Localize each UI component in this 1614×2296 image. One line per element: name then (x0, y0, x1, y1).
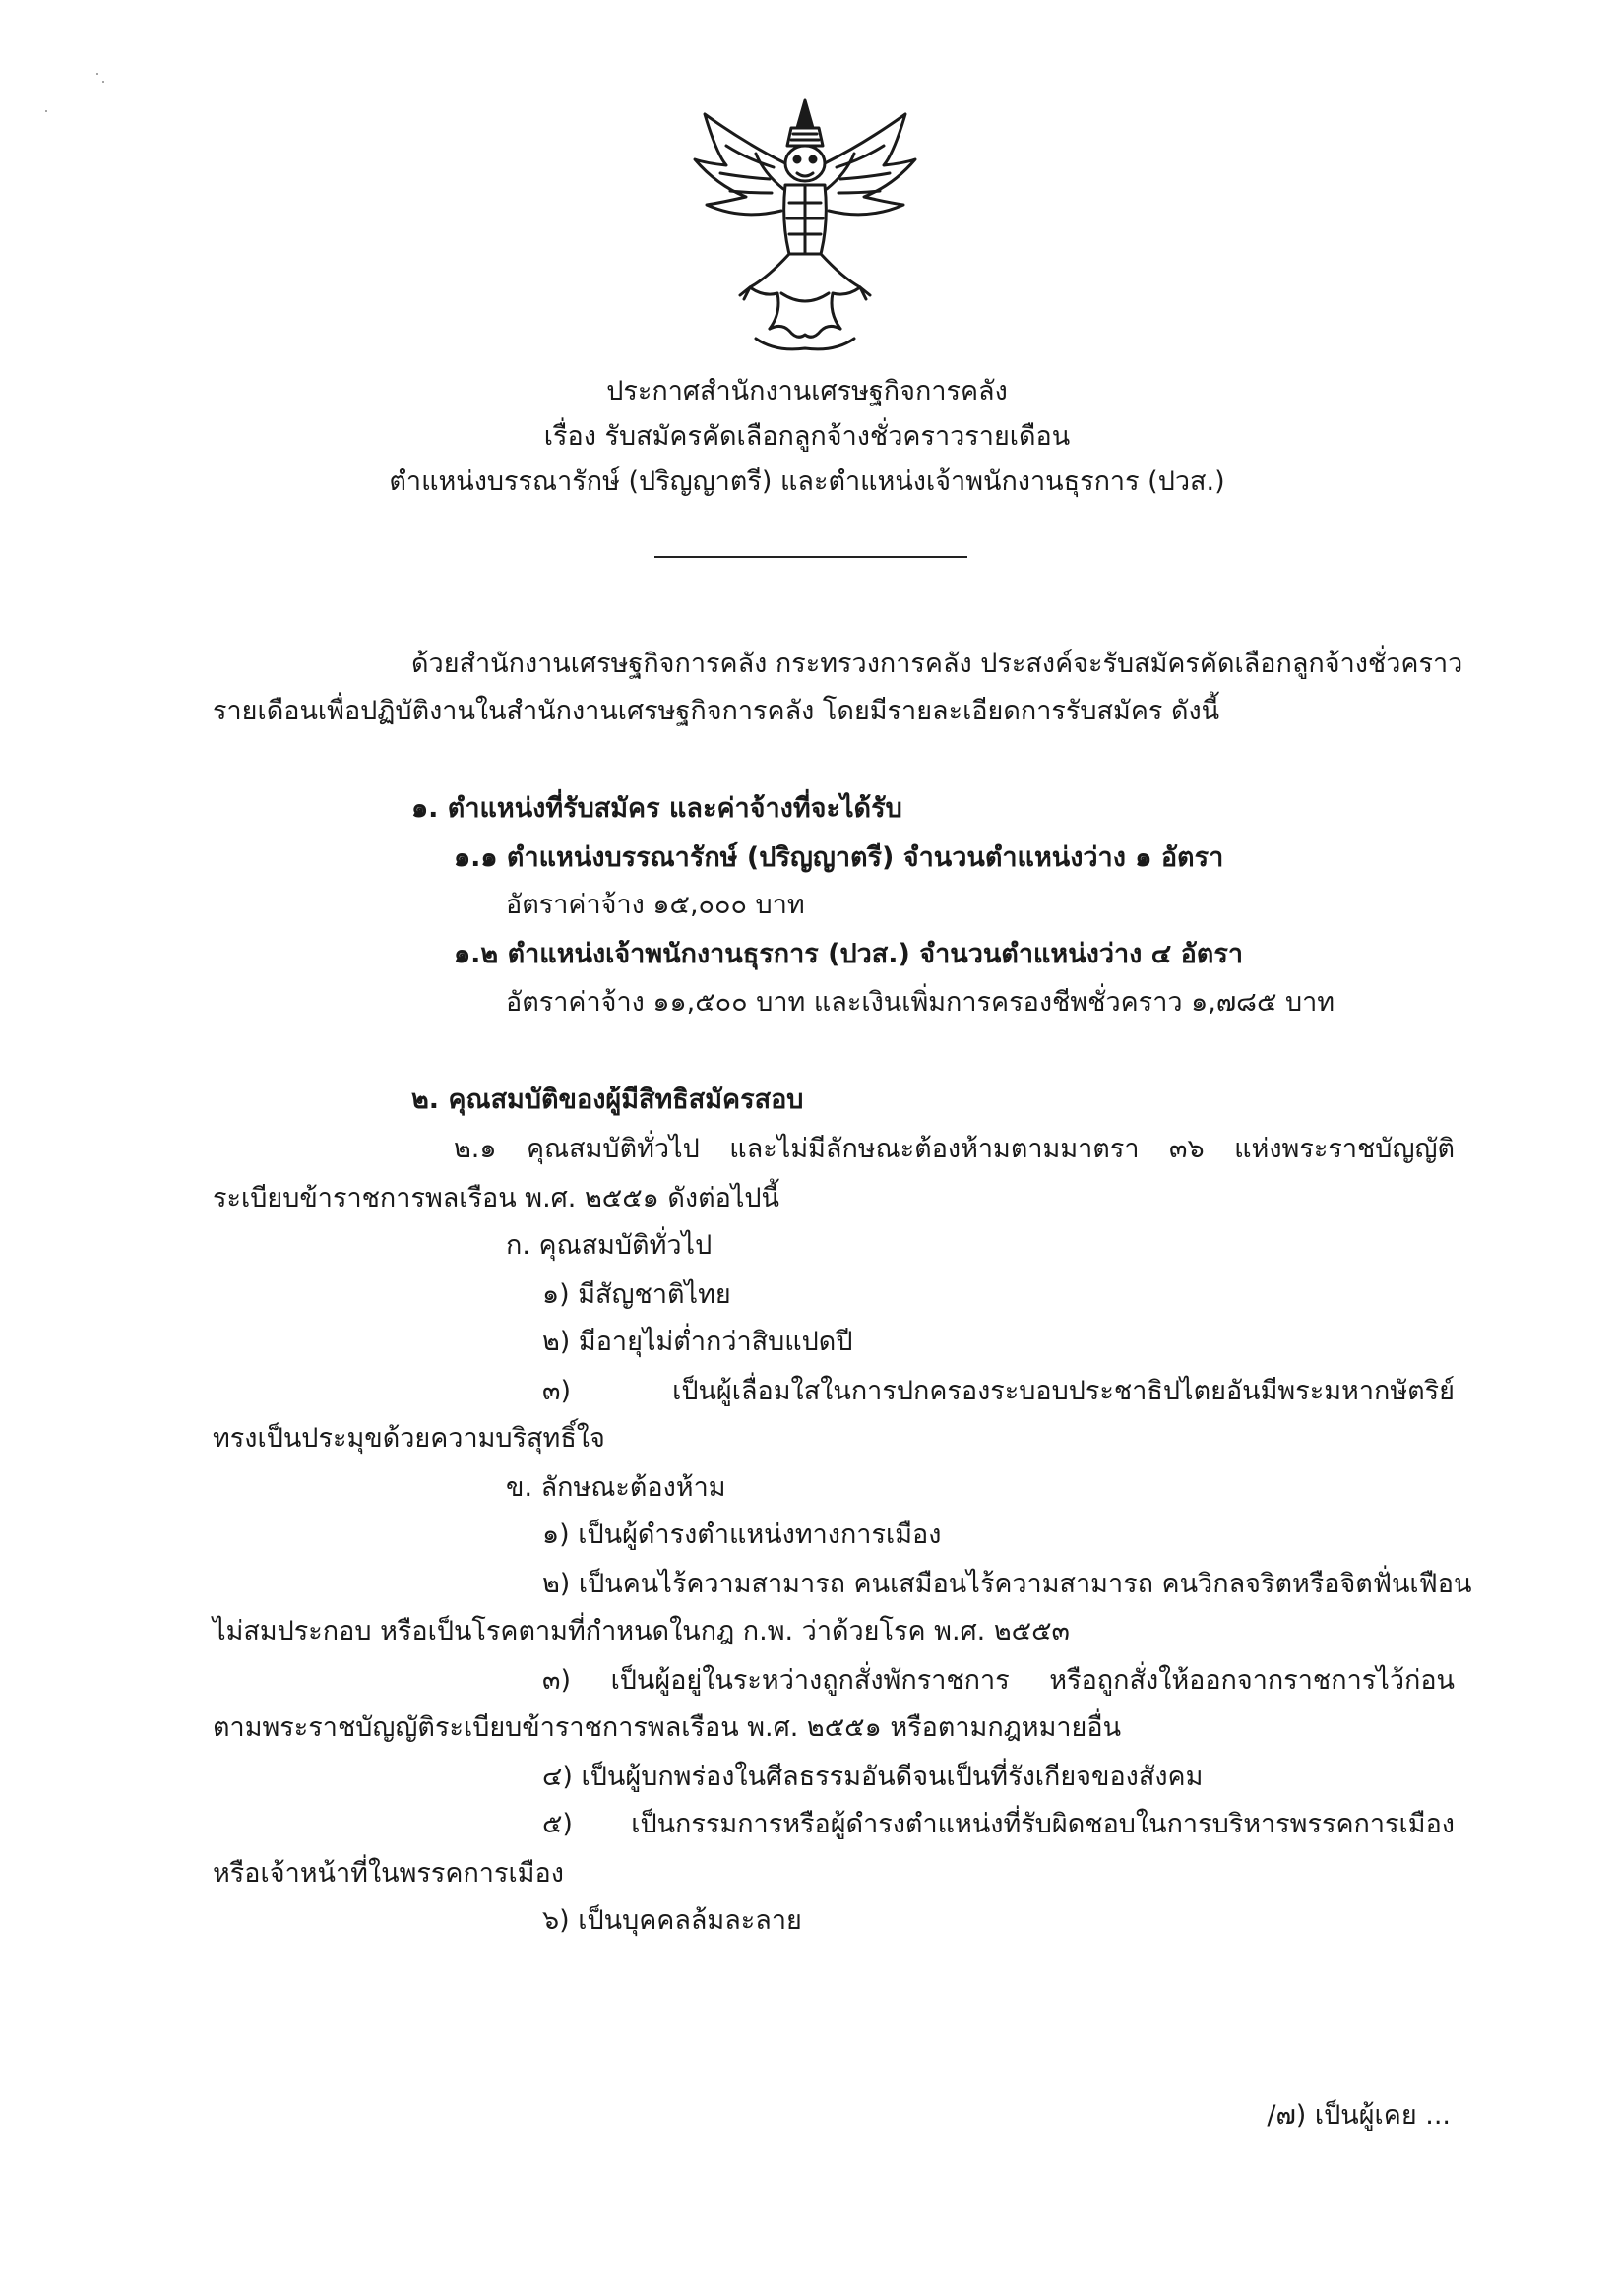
prohibited-item-5-line-2: หรือเจ้าหน้าที่ในพรรคการเมือง (213, 1858, 564, 1889)
prohibited-item-2-line-1: ๒) เป็นคนไร้ความสามารถ คนเสมือนไร้ความสามารถ คนวิกลจริตหรือจิตฟั่นเฟือน (542, 1569, 1472, 1599)
prohibited-item-1: ๑) เป็นผู้ดำรงตำแหน่งทางการเมือง (542, 1520, 942, 1550)
general-item-3-line-1: ๓) เป็นผู้เลื่อมใสในการปกครองระบอบประชาธิปไตยอันมีพระมหากษัตริย์ (542, 1376, 1455, 1406)
scan-speck (102, 81, 104, 83)
prohibited-item-3-line-1: ๓) เป็นผู้อยู่ในระหว่างถูกสั่งพักราชการ หรือถูกสั่งให้ออกจากราชการไว้ก่อน (542, 1665, 1455, 1696)
scan-speck (45, 110, 47, 112)
garuda-emblem-icon (687, 94, 923, 358)
prohibited-item-2-line-2: ไม่สมประกอบ หรือเป็นโรคตามที่กำหนดในกฎ ก.พ. ว่าด้วยโรค พ.ศ. ๒๕๕๓ (213, 1616, 1070, 1646)
position-1-title: ๑.๑ ตำแหน่งบรรณารักษ์ (ปริญญาตรี) จำนวนตำแหน่งว่าง ๑ อัตรา (454, 842, 1224, 873)
general-item-1: ๑) มีสัญชาติไทย (542, 1279, 731, 1310)
intro-line-2: รายเดือนเพื่อปฏิบัติงานในสำนักงานเศรษฐกิจการคลัง โดยมีรายละเอียดการรับสมัคร ดังนี้ (213, 696, 1220, 726)
title-divider (654, 556, 967, 558)
position-2-pay: อัตราค่าจ้าง ๑๑,๕๐๐ บาท และเงินเพิ่มการครองชีพชั่วคราว ๑,๗๘๕ บาท (506, 987, 1335, 1018)
document-subject: เรื่อง รับสมัครคัดเลือกลูกจ้างชั่วคราวรายเดือน (543, 421, 1071, 452)
general-item-2: ๒) มีอายุไม่ต่ำกว่าสิบแปดปี (542, 1327, 853, 1357)
qualification-2-1-line-1: ๒.๑ คุณสมบัติทั่วไป และไม่มีลักษณะต้องห้ามตามมาตรา ๓๖ แห่งพระราชบัญญัติ (454, 1134, 1455, 1164)
prohibited-heading: ข. ลักษณะต้องห้าม (506, 1472, 726, 1503)
qualification-2-1-line-2: ระเบียบข้าราชการพลเรือน พ.ศ. ๒๕๕๑ ดังต่อไปนี้ (213, 1183, 779, 1213)
prohibited-item-3-line-2: ตามพระราชบัญญัติระเบียบข้าราชการพลเรือน พ.ศ. ๒๕๕๑ หรือตามกฎหมายอื่น (213, 1712, 1122, 1743)
prohibited-item-4: ๔) เป็นผู้บกพร่องในศีลธรรมอันดีจนเป็นที่รังเกียจของสังคม (542, 1762, 1204, 1792)
section-1-heading: ๑. ตำแหน่งที่รับสมัคร และค่าจ้างที่จะได้รับ (411, 793, 902, 824)
intro-line-1: ด้วยสำนักงานเศรษฐกิจการคลัง กระทรวงการคลัง ประสงค์จะรับสมัครคัดเลือกลูกจ้างชั่วคราว (411, 649, 1463, 679)
continuation-note: /๗) เป็นผู้เคย ... (1267, 2100, 1451, 2131)
prohibited-item-5-line-1: ๕) เป็นกรรมการหรือผู้ดำรงตำแหน่งที่รับผิดชอบในการบริหารพรรคการเมือง (542, 1809, 1455, 1839)
document-positions: ตำแหน่งบรรณารักษ์ (ปริญญาตรี) และตำแหน่งเจ้าพนักงานธุรการ (ปวส.) (389, 466, 1225, 497)
position-1-pay: อัตราค่าจ้าง ๑๕,๐๐๐ บาท (506, 890, 805, 920)
prohibited-item-6: ๖) เป็นบุคคลล้มละลาย (542, 1905, 802, 1936)
general-qualifications-heading: ก. คุณสมบัติทั่วไป (506, 1230, 713, 1261)
position-2-title: ๑.๒ ตำแหน่งเจ้าพนักงานธุรการ (ปวส.) จำนวนตำแหน่งว่าง ๔ อัตรา (454, 939, 1243, 969)
general-item-3-line-2: ทรงเป็นประมุขด้วยความบริสุทธิ์ใจ (213, 1423, 605, 1454)
document-title: ประกาศสำนักงานเศรษฐกิจการคลัง (606, 376, 1008, 406)
scan-speck (96, 73, 98, 75)
section-2-heading: ๒. คุณสมบัติของผู้มีสิทธิสมัครสอบ (411, 1085, 804, 1115)
